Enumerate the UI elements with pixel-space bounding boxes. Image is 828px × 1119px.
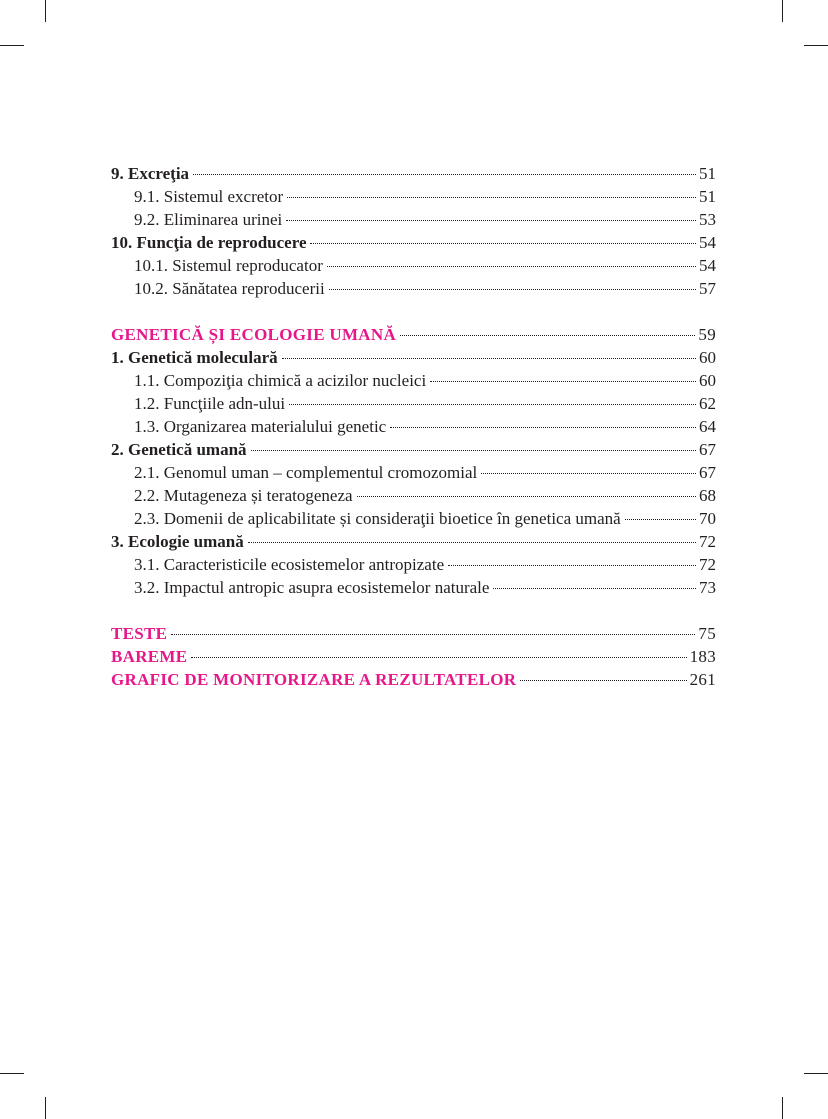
- toc-entry-page: 60: [699, 348, 716, 367]
- toc-section-heading[interactable]: [111, 622, 716, 645]
- toc-entry-page: 67: [699, 463, 716, 482]
- toc-entry-label: 9.2. Eliminarea urinei: [134, 210, 283, 229]
- dot-leader: [287, 197, 696, 198]
- toc-entry[interactable]: [111, 530, 716, 553]
- toc-entry-label: 9. Excreţia: [111, 164, 190, 183]
- toc-entry-label: 2.2. Mutageneza și teratogeneza: [134, 486, 353, 505]
- toc-entry[interactable]: [111, 208, 716, 231]
- toc-entry-page: 70: [699, 509, 716, 528]
- toc-entry[interactable]: [111, 369, 716, 392]
- toc-entry[interactable]: [111, 576, 716, 599]
- crop-mark-left-lower: [0, 1073, 24, 1074]
- crop-mark-right-lower: [804, 1073, 828, 1074]
- toc-entry-label: 9.1. Sistemul excretor: [134, 187, 284, 206]
- dot-leader: [400, 335, 695, 336]
- dot-leader: [289, 404, 696, 405]
- toc-entry-label: 1.2. Funcţiile adn-ului: [134, 394, 286, 413]
- toc-section-heading[interactable]: [111, 323, 716, 346]
- toc-entry-page: 72: [699, 555, 716, 574]
- dot-leader: [191, 657, 686, 658]
- crop-mark-top-left: [45, 0, 46, 22]
- toc-entry-page: 73: [699, 578, 716, 597]
- dot-leader: [520, 680, 686, 681]
- toc-entry-label: GRAFIC DE MONITORIZARE A REZULTATELOR: [111, 670, 517, 689]
- toc-entry-label: 1. Genetică moleculară: [111, 348, 278, 367]
- toc-entry-page: 72: [699, 532, 716, 551]
- dot-leader: [390, 427, 696, 428]
- crop-mark-left-upper: [0, 45, 24, 46]
- toc-entry[interactable]: [111, 254, 716, 277]
- toc-entry[interactable]: [111, 162, 716, 185]
- toc-entry[interactable]: [111, 438, 716, 461]
- toc-entry-page: 60: [699, 371, 716, 390]
- toc-section-heading[interactable]: [111, 668, 716, 691]
- toc-entry-page: 57: [699, 279, 716, 298]
- crop-mark-top-right: [782, 0, 783, 22]
- dot-leader: [481, 473, 696, 474]
- dot-leader: [327, 266, 696, 267]
- toc-entry-label: 10.2. Sănătatea reproducerii: [134, 279, 325, 298]
- toc-entry-label: GENETICĂ ȘI ECOLOGIE UMANĂ: [111, 325, 397, 344]
- toc-entry-page: 75: [698, 624, 716, 643]
- toc-entry[interactable]: [111, 461, 716, 484]
- dot-leader: [357, 496, 696, 497]
- dot-leader: [493, 588, 696, 589]
- toc-entry-label: 10. Funcţia de reproducere: [111, 233, 307, 252]
- toc-section-heading[interactable]: [111, 645, 716, 668]
- toc-entry-page: 183: [689, 647, 716, 666]
- toc-entry-label: 2.3. Domenii de aplicabilitate și consideraţii bioetice în genetica umană: [134, 509, 621, 528]
- toc-entry-label: 3.1. Caracteristicile ecosistemelor antropizate: [134, 555, 445, 574]
- toc-entry[interactable]: [111, 553, 716, 576]
- toc-entry-page: 261: [689, 670, 716, 689]
- toc-entry-page: 51: [699, 187, 716, 206]
- dot-leader: [329, 289, 696, 290]
- crop-mark-bottom-right: [782, 1097, 783, 1119]
- dot-leader: [625, 519, 696, 520]
- toc-entry-label: 1.3. Organizarea materialului genetic: [134, 417, 387, 436]
- toc-entry-label: BAREME: [111, 647, 188, 666]
- toc-entry-label: TESTE: [111, 624, 168, 643]
- toc-entry[interactable]: [111, 507, 716, 530]
- crop-mark-right-upper: [804, 45, 828, 46]
- crop-mark-bottom-left: [45, 1097, 46, 1119]
- toc-entry-page: 64: [699, 417, 716, 436]
- dot-leader: [286, 220, 696, 221]
- toc-entry-page: 67: [699, 440, 716, 459]
- toc-entry-label: 1.1. Compoziţia chimică a acizilor nucleici: [134, 371, 427, 390]
- toc-entry-page: 53: [699, 210, 716, 229]
- dot-leader: [310, 243, 696, 244]
- toc-entry[interactable]: [111, 277, 716, 300]
- toc-entry[interactable]: [111, 392, 716, 415]
- toc-entry-page: 54: [699, 256, 716, 275]
- dot-leader: [282, 358, 696, 359]
- dot-leader: [248, 542, 696, 543]
- toc-entry[interactable]: [111, 415, 716, 438]
- toc-entry-page: 68: [699, 486, 716, 505]
- dot-leader: [430, 381, 696, 382]
- toc-entry-page: 62: [699, 394, 716, 413]
- dot-leader: [193, 174, 696, 175]
- dot-leader: [448, 565, 696, 566]
- toc-entry[interactable]: [111, 484, 716, 507]
- toc-entry-page: 54: [699, 233, 716, 252]
- toc-entry-page: 59: [698, 325, 716, 344]
- dot-leader: [251, 450, 696, 451]
- toc-entry[interactable]: [111, 346, 716, 369]
- section-gap: [111, 300, 716, 323]
- section-gap: [111, 599, 716, 622]
- toc-entry[interactable]: [111, 185, 716, 208]
- toc-entry-label: 10.1. Sistemul reproducator: [134, 256, 323, 275]
- toc-entry-label: 3.2. Impactul antropic asupra ecosistemelor naturale: [134, 578, 490, 597]
- toc-entry-label: 2. Genetică umană: [111, 440, 247, 459]
- toc-entry[interactable]: [111, 231, 716, 254]
- dot-leader: [171, 634, 695, 635]
- toc-entry-label: 2.1. Genomul uman – complementul cromozomial: [134, 463, 478, 482]
- table-of-contents: [111, 162, 716, 691]
- toc-entry-page: 51: [699, 164, 716, 183]
- toc-entry-label: 3. Ecologie umană: [111, 532, 244, 551]
